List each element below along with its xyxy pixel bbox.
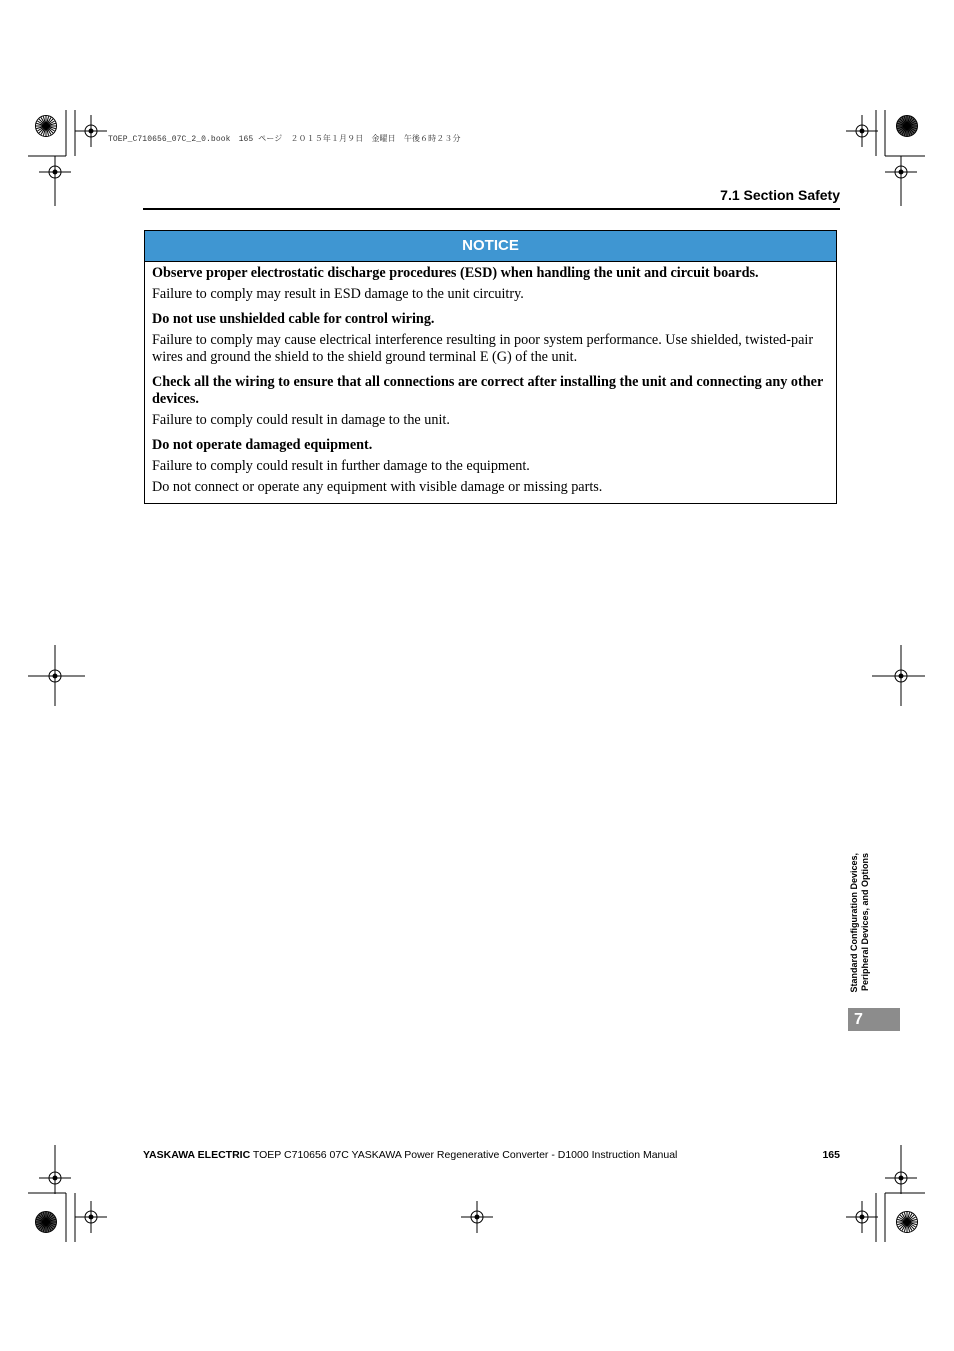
header-rule — [143, 208, 840, 210]
section-title: 7.1 Section Safety — [720, 187, 840, 203]
notice-item-2-heading: Do not use unshielded cable for control wiring. — [152, 311, 435, 327]
chapter-number-tab: 7 — [848, 1008, 900, 1031]
notice-item-4-text-1: Failure to comply could result in further damage to the equipment. — [152, 458, 530, 474]
notice-item-3-heading: Check all the wiring to ensure that all connections are correct after installing the unit and connecting any other devices. — [152, 374, 823, 407]
notice-body — [145, 262, 836, 496]
notice-item-4-heading: Do not operate damaged equipment. — [152, 437, 373, 453]
page-number: 165 — [822, 1149, 840, 1161]
registration-target-center-icon — [89, 129, 94, 134]
registration-target-center-icon — [860, 1215, 865, 1220]
notice-item-3-text: Failure to comply could result in damage to the unit. — [152, 412, 450, 428]
footer-company: YASKAWA ELECTRIC — [143, 1149, 251, 1161]
registration-target-center-icon — [89, 1215, 94, 1220]
chapter-side-title-line-1: Standard Configuration Devices, — [849, 853, 859, 993]
registration-target-center-icon — [860, 129, 865, 134]
chapter-side-title-line-2: Peripheral Devices, and Options — [859, 853, 870, 992]
footer — [143, 1149, 677, 1161]
chapter-side-title — [849, 853, 873, 1005]
notice-item-2-text: Failure to comply may cause electrical interference resulting in poor system performance. Use shielded, twisted-pair wires and ground the shield to the shield ground terminal E (G) of the unit. — [152, 332, 814, 365]
notice-item-1-text: Failure to comply may result in ESD damage to the unit circuitry. — [152, 286, 524, 302]
notice-box — [144, 230, 837, 504]
notice-item-4-text-2: Do not connect or operate any equipment with visible damage or missing parts. — [152, 479, 603, 495]
footer-document-title: TOEP C710656 07C YASKAWA Power Regenerative Converter - D1000 Instruction Manual — [252, 1149, 678, 1161]
print-info-line: TOEP_C710656_07C_2_0.book 165 ページ ２０１５年１月９日 金曜日 午後６時２３分 — [108, 135, 461, 144]
registration-target-center-icon — [475, 1215, 480, 1220]
notice-item-1-heading: Observe proper electrostatic discharge procedures (ESD) when handling the unit and circuit boards. — [152, 265, 759, 281]
notice-title: NOTICE — [145, 231, 836, 262]
